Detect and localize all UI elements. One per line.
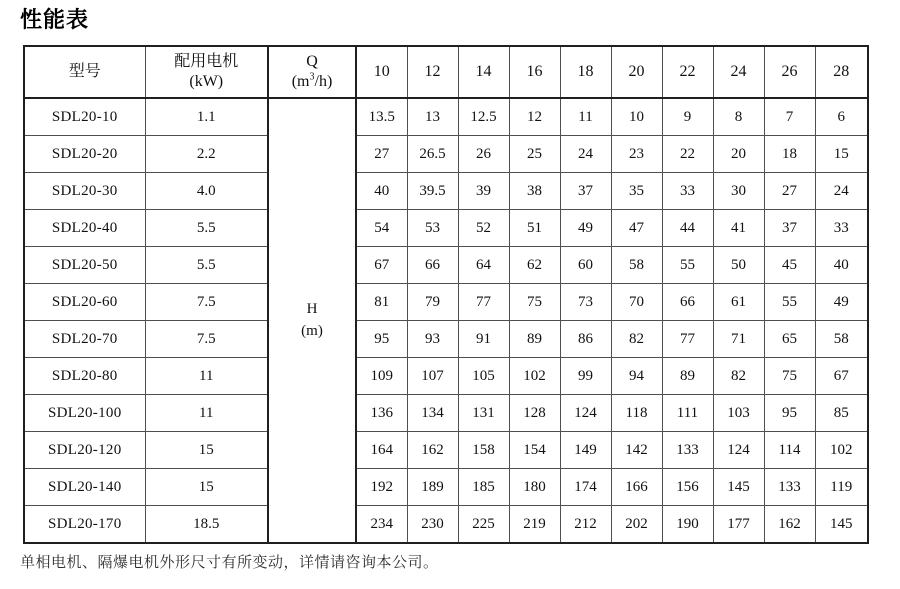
head-value-cell: 128 xyxy=(509,395,560,432)
head-value-cell: 10 xyxy=(611,98,662,136)
flow-value-header: 24 xyxy=(713,46,764,98)
head-value-cell: 166 xyxy=(611,469,662,506)
head-value-cell: 35 xyxy=(611,173,662,210)
head-value-cell: 23 xyxy=(611,136,662,173)
model-cell: SDL20-100 xyxy=(24,395,145,432)
head-value-cell: 39.5 xyxy=(407,173,458,210)
head-value-cell: 131 xyxy=(458,395,509,432)
head-value-cell: 89 xyxy=(662,358,713,395)
head-value-cell: 38 xyxy=(509,173,560,210)
motor-power-cell: 4.0 xyxy=(145,173,268,210)
head-value-cell: 33 xyxy=(815,210,868,247)
head-value-cell: 7 xyxy=(764,98,815,136)
head-value-cell: 189 xyxy=(407,469,458,506)
head-value-cell: 102 xyxy=(815,432,868,469)
head-value-cell: 45 xyxy=(764,247,815,284)
table-row xyxy=(24,98,868,136)
head-value-cell: 192 xyxy=(356,469,407,506)
head-value-cell: 49 xyxy=(815,284,868,321)
head-value-cell: 37 xyxy=(560,173,611,210)
head-value-cell: 234 xyxy=(356,506,407,544)
head-value-cell: 95 xyxy=(356,321,407,358)
head-value-cell: 158 xyxy=(458,432,509,469)
model-cell: SDL20-60 xyxy=(24,284,145,321)
head-value-cell: 105 xyxy=(458,358,509,395)
flow-unit xyxy=(269,72,355,92)
head-value-cell: 26.5 xyxy=(407,136,458,173)
head-value-cell: 55 xyxy=(764,284,815,321)
head-value-cell: 136 xyxy=(356,395,407,432)
head-value-cell: 54 xyxy=(356,210,407,247)
head-value-cell: 49 xyxy=(560,210,611,247)
head-value-cell: 154 xyxy=(509,432,560,469)
head-value-cell: 202 xyxy=(611,506,662,544)
head-value-cell: 149 xyxy=(560,432,611,469)
head-value-cell: 133 xyxy=(662,432,713,469)
head-value-cell: 119 xyxy=(815,469,868,506)
col-header-motor-line2: (kW) xyxy=(189,73,224,90)
head-value-cell: 52 xyxy=(458,210,509,247)
flow-value-header: 26 xyxy=(764,46,815,98)
head-value-cell: 41 xyxy=(713,210,764,247)
motor-power-cell: 11 xyxy=(145,358,268,395)
head-value-cell: 9 xyxy=(662,98,713,136)
head-value-cell: 190 xyxy=(662,506,713,544)
motor-power-cell: 5.5 xyxy=(145,210,268,247)
head-value-cell: 6 xyxy=(815,98,868,136)
model-cell: SDL20-30 xyxy=(24,173,145,210)
head-value-cell: 39 xyxy=(458,173,509,210)
head-value-cell: 145 xyxy=(713,469,764,506)
head-value-cell: 145 xyxy=(815,506,868,544)
head-value-cell: 156 xyxy=(662,469,713,506)
table-row xyxy=(24,284,868,321)
head-value-cell: 142 xyxy=(611,432,662,469)
table-row xyxy=(24,432,868,469)
flow-value-header: 16 xyxy=(509,46,560,98)
head-value-cell: 103 xyxy=(713,395,764,432)
head-value-cell: 67 xyxy=(815,358,868,395)
flow-symbol: Q xyxy=(306,53,318,70)
head-value-cell: 55 xyxy=(662,247,713,284)
flow-value-header: 20 xyxy=(611,46,662,98)
model-cell: SDL20-140 xyxy=(24,469,145,506)
head-symbol: H xyxy=(306,300,318,317)
motor-power-cell: 11 xyxy=(145,395,268,432)
header-row xyxy=(24,46,868,98)
head-value-cell: 174 xyxy=(560,469,611,506)
flow-value-header: 22 xyxy=(662,46,713,98)
head-value-cell: 225 xyxy=(458,506,509,544)
head-value-cell: 11 xyxy=(560,98,611,136)
head-value-cell: 124 xyxy=(713,432,764,469)
head-value-cell: 15 xyxy=(815,136,868,173)
head-value-cell: 64 xyxy=(458,247,509,284)
motor-power-cell: 5.5 xyxy=(145,247,268,284)
head-value-cell: 50 xyxy=(713,247,764,284)
footnote: 单相电机、隔爆电机外形尺寸有所变动，详情请咨询本公司。 xyxy=(20,555,439,571)
col-header-motor xyxy=(145,46,268,98)
head-value-cell: 133 xyxy=(764,469,815,506)
table-row xyxy=(24,469,868,506)
table-row xyxy=(24,395,868,432)
col-header-model: 型号 xyxy=(24,46,145,98)
head-value-cell: 180 xyxy=(509,469,560,506)
head-value-cell: 99 xyxy=(560,358,611,395)
head-value-cell: 230 xyxy=(407,506,458,544)
head-value-cell: 66 xyxy=(662,284,713,321)
head-value-cell: 40 xyxy=(815,247,868,284)
head-value-cell: 33 xyxy=(662,173,713,210)
head-value-cell: 44 xyxy=(662,210,713,247)
head-value-cell: 77 xyxy=(458,284,509,321)
head-value-cell: 18 xyxy=(764,136,815,173)
head-value-cell: 134 xyxy=(407,395,458,432)
head-value-cell: 67 xyxy=(356,247,407,284)
table-row xyxy=(24,136,868,173)
table-row xyxy=(24,210,868,247)
head-value-cell: 12.5 xyxy=(458,98,509,136)
head-value-cell: 13 xyxy=(407,98,458,136)
head-value-cell: 25 xyxy=(509,136,560,173)
head-value-cell: 27 xyxy=(764,173,815,210)
model-cell: SDL20-40 xyxy=(24,210,145,247)
head-value-cell: 26 xyxy=(458,136,509,173)
head-value-cell: 65 xyxy=(764,321,815,358)
motor-power-cell: 15 xyxy=(145,432,268,469)
head-value-cell: 85 xyxy=(815,395,868,432)
head-value-cell: 219 xyxy=(509,506,560,544)
head-unit-cell xyxy=(268,98,356,543)
head-value-cell: 71 xyxy=(713,321,764,358)
head-value-cell: 162 xyxy=(407,432,458,469)
head-value-cell: 177 xyxy=(713,506,764,544)
head-value-cell: 47 xyxy=(611,210,662,247)
flow-value-header: 28 xyxy=(815,46,868,98)
head-value-cell: 22 xyxy=(662,136,713,173)
head-value-cell: 12 xyxy=(509,98,560,136)
head-value-cell: 30 xyxy=(713,173,764,210)
head-value-cell: 60 xyxy=(560,247,611,284)
table-row xyxy=(24,506,868,544)
head-value-cell: 53 xyxy=(407,210,458,247)
model-cell: SDL20-170 xyxy=(24,506,145,544)
model-cell: SDL20-50 xyxy=(24,247,145,284)
head-value-cell: 164 xyxy=(356,432,407,469)
head-value-cell: 102 xyxy=(509,358,560,395)
flow-value-header: 12 xyxy=(407,46,458,98)
flow-unit-open: (m xyxy=(291,73,310,90)
head-value-cell: 77 xyxy=(662,321,713,358)
motor-power-cell: 2.2 xyxy=(145,136,268,173)
page-title: 性能表 xyxy=(20,7,90,32)
table-row xyxy=(24,358,868,395)
head-value-cell: 91 xyxy=(458,321,509,358)
head-value-cell: 40 xyxy=(356,173,407,210)
head-value-cell: 82 xyxy=(713,358,764,395)
head-value-cell: 58 xyxy=(611,247,662,284)
head-value-cell: 24 xyxy=(815,173,868,210)
head-value-cell: 24 xyxy=(560,136,611,173)
motor-power-cell: 7.5 xyxy=(145,321,268,358)
head-unit: (m) xyxy=(301,322,323,339)
head-value-cell: 20 xyxy=(713,136,764,173)
motor-power-cell: 15 xyxy=(145,469,268,506)
head-value-cell: 58 xyxy=(815,321,868,358)
head-value-cell: 114 xyxy=(764,432,815,469)
head-value-cell: 51 xyxy=(509,210,560,247)
flow-value-header: 10 xyxy=(356,46,407,98)
table-row xyxy=(24,321,868,358)
head-value-cell: 66 xyxy=(407,247,458,284)
table-row xyxy=(24,247,868,284)
head-value-cell: 81 xyxy=(356,284,407,321)
head-value-cell: 82 xyxy=(611,321,662,358)
head-value-cell: 75 xyxy=(509,284,560,321)
table-body xyxy=(24,98,868,543)
head-value-cell: 62 xyxy=(509,247,560,284)
model-cell: SDL20-20 xyxy=(24,136,145,173)
head-value-cell: 93 xyxy=(407,321,458,358)
model-cell: SDL20-80 xyxy=(24,358,145,395)
flow-value-header: 14 xyxy=(458,46,509,98)
model-cell: SDL20-120 xyxy=(24,432,145,469)
head-value-cell: 95 xyxy=(764,395,815,432)
head-value-cell: 79 xyxy=(407,284,458,321)
flow-unit-exponent: 3 xyxy=(309,71,315,83)
performance-table xyxy=(23,45,869,544)
head-value-cell: 37 xyxy=(764,210,815,247)
head-value-cell: 75 xyxy=(764,358,815,395)
head-value-cell: 109 xyxy=(356,358,407,395)
head-value-cell: 8 xyxy=(713,98,764,136)
head-value-cell: 185 xyxy=(458,469,509,506)
head-value-cell: 27 xyxy=(356,136,407,173)
col-header-flow xyxy=(268,46,356,98)
head-value-cell: 118 xyxy=(611,395,662,432)
head-value-cell: 94 xyxy=(611,358,662,395)
motor-power-cell: 7.5 xyxy=(145,284,268,321)
head-value-cell: 70 xyxy=(611,284,662,321)
motor-power-cell: 18.5 xyxy=(145,506,268,544)
head-value-cell: 124 xyxy=(560,395,611,432)
head-value-cell: 73 xyxy=(560,284,611,321)
col-header-motor-line1: 配用电机 xyxy=(174,53,239,70)
head-value-cell: 89 xyxy=(509,321,560,358)
head-value-cell: 111 xyxy=(662,395,713,432)
flow-unit-close: /h) xyxy=(314,73,333,90)
head-value-cell: 13.5 xyxy=(356,98,407,136)
head-value-cell: 162 xyxy=(764,506,815,544)
head-value-cell: 212 xyxy=(560,506,611,544)
model-cell: SDL20-10 xyxy=(24,98,145,136)
motor-power-cell: 1.1 xyxy=(145,98,268,136)
table-row xyxy=(24,173,868,210)
head-value-cell: 86 xyxy=(560,321,611,358)
head-value-cell: 107 xyxy=(407,358,458,395)
model-cell: SDL20-70 xyxy=(24,321,145,358)
head-value-cell: 61 xyxy=(713,284,764,321)
flow-value-header: 18 xyxy=(560,46,611,98)
